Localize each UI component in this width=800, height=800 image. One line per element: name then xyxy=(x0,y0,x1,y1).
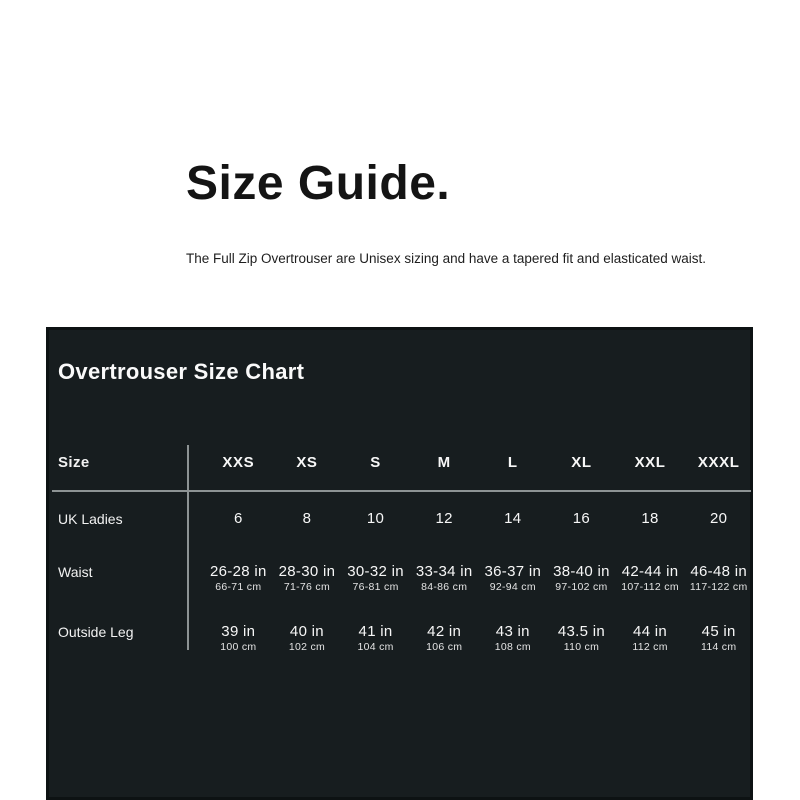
header-size-xxxl: XXXL xyxy=(697,454,740,471)
outside-leg-value: 44 in 112 cm xyxy=(632,622,668,653)
waist-value: 46-48 in 117-122 cm xyxy=(689,562,748,593)
outside-leg-value: 45 in 114 cm xyxy=(700,622,737,653)
page-subtitle: The Full Zip Overtrouser are Unisex sizing and have a tapered fit and elasticated waist. xyxy=(186,251,707,266)
uk-ladies-value: 18 xyxy=(641,510,659,527)
row-label: UK Ladies xyxy=(58,511,123,527)
waist-value: 38-40 in 97-102 cm xyxy=(553,562,610,593)
header-size-s: S xyxy=(370,454,381,471)
header-size-xxs: XXS xyxy=(222,454,255,471)
uk-ladies-value: 10 xyxy=(366,510,385,527)
size-chart-table xyxy=(46,435,753,668)
outside-leg-value: 39 in 100 cm xyxy=(220,622,257,653)
waist-value: 33-34 in 84-86 cm xyxy=(415,562,473,593)
outside-leg-value: 41 in 104 cm xyxy=(357,622,394,653)
header-size-l: L xyxy=(507,454,518,471)
header-label: Size xyxy=(58,453,90,471)
table-header-row xyxy=(46,435,753,490)
uk-ladies-value: 16 xyxy=(572,510,591,527)
outside-leg-value: 40 in 102 cm xyxy=(288,622,326,653)
uk-ladies-value: 8 xyxy=(302,510,312,527)
row-label-cell xyxy=(46,563,204,594)
uk-ladies-value: 12 xyxy=(435,510,453,527)
row-label-cell xyxy=(46,510,204,528)
size-chart-panel xyxy=(46,327,753,800)
outside-leg-value: 43.5 in 110 cm xyxy=(557,622,605,653)
uk-ladies-value: 20 xyxy=(710,510,728,527)
header-size-m: M xyxy=(437,454,451,471)
outside-leg-value: 42 in 106 cm xyxy=(426,622,463,653)
table-horizontal-divider xyxy=(52,490,751,492)
waist-value: 42-44 in 107-112 cm xyxy=(621,562,679,593)
row-label: Waist xyxy=(58,563,93,580)
header-size-xxl: XXL xyxy=(634,454,666,471)
outside-leg-value: 43 in 108 cm xyxy=(494,622,531,653)
header-size-xl: XL xyxy=(571,454,592,471)
waist-value: 36-37 in 92-94 cm xyxy=(484,562,542,593)
waist-value: 28-30 in 71-76 cm xyxy=(278,562,336,593)
page-title: Size Guide. xyxy=(186,157,451,210)
row-label-cell xyxy=(46,623,204,654)
uk-ladies-value: 6 xyxy=(233,510,243,527)
table-row-outside-leg xyxy=(46,608,753,668)
header-size-xs: XS xyxy=(296,454,318,471)
header-label-cell xyxy=(46,454,204,472)
row-label: Outside Leg xyxy=(58,623,134,640)
size-chart-title: Overtrouser Size Chart xyxy=(58,359,305,384)
table-row-waist xyxy=(46,548,753,608)
table-row-uk-ladies xyxy=(46,490,753,548)
uk-ladies-value: 14 xyxy=(504,510,522,527)
table-vertical-divider xyxy=(187,445,189,650)
waist-value: 26-28 in 66-71 cm xyxy=(210,562,267,593)
waist-value: 30-32 in 76-81 cm xyxy=(347,562,404,593)
